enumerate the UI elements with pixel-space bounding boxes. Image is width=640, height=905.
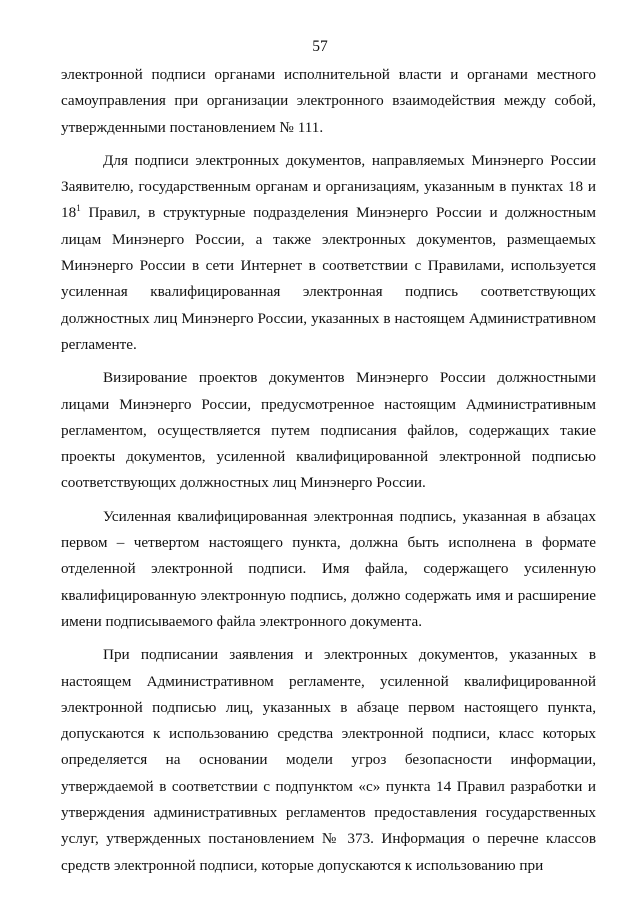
footnote-ref-base: 18	[61, 204, 77, 222]
paragraph-visa-approval: Визирование проектов документов Минэнерго России должностными лицами Минэнерго России, предусмотренное настоящим Административным регламентом, осуществляется путем подписания файлов, содержащих такие проекты документов, усиленной квалифицированной электронной подписью соответствующих должностных лиц Минэнерго России.	[61, 369, 596, 492]
paragraph-signature-format: Усиленная квалифицированная электронная подпись, указанная в абзацах первом – четвертом настоящего пункта, должна быть исполнена в формате отделенной электронной подписи. Имя файла, содержащего усиленную квалифицированную электронную подпись, должно содержать имя и расширение имени подписываемого файла электронного документа.	[61, 507, 596, 630]
paragraph-signature-documents	[61, 148, 596, 358]
paragraph-text-part-2: Правил, в структурные подразделения Минэнерго России и должностным лицам Минэнерго России, а также электронных документов, размещаемых Минэнерго России в сети Интернет в соответствии с Правилами, используется усиленная квалифицированная электронная подпись соответствующих должностных лиц Минэнерго России, указанных в настоящем Административном регламенте.	[61, 204, 596, 353]
footnote-superscript: 1	[76, 203, 81, 214]
paragraph-signature-means: При подписании заявления и электронных документов, указанных в настоящем Административном регламенте, усиленной квалифицированной электронной подписью лиц, указанных в абзаце первом настоящего пункта, допускаются к использованию средства электронной подписи, класс которых определяется на основании модели угроз безопасности информации, утверждаемой в соответствии с подпунктом «с» пункта 14 Правил разработки и утверждения административных регламентов предоставления государственных услуг, утвержденных постановлением № 373. Информация о перечне классов средств электронной подписи, которые допускаются к использованию при	[61, 646, 596, 874]
paragraph-continuation: электронной подписи органами исполнительной власти и органами местного самоуправления при организации электронного взаимодействия между собой, утвержденными постановлением № 111.	[61, 66, 596, 136]
page-number: 57	[312, 38, 328, 55]
body-text	[61, 62, 596, 886]
paragraph-text-part-1: Для подписи электронных документов, направляемых Минэнерго России Заявителю, государственным органам и организациям, указанным в пунктах 18 и	[61, 151, 596, 196]
